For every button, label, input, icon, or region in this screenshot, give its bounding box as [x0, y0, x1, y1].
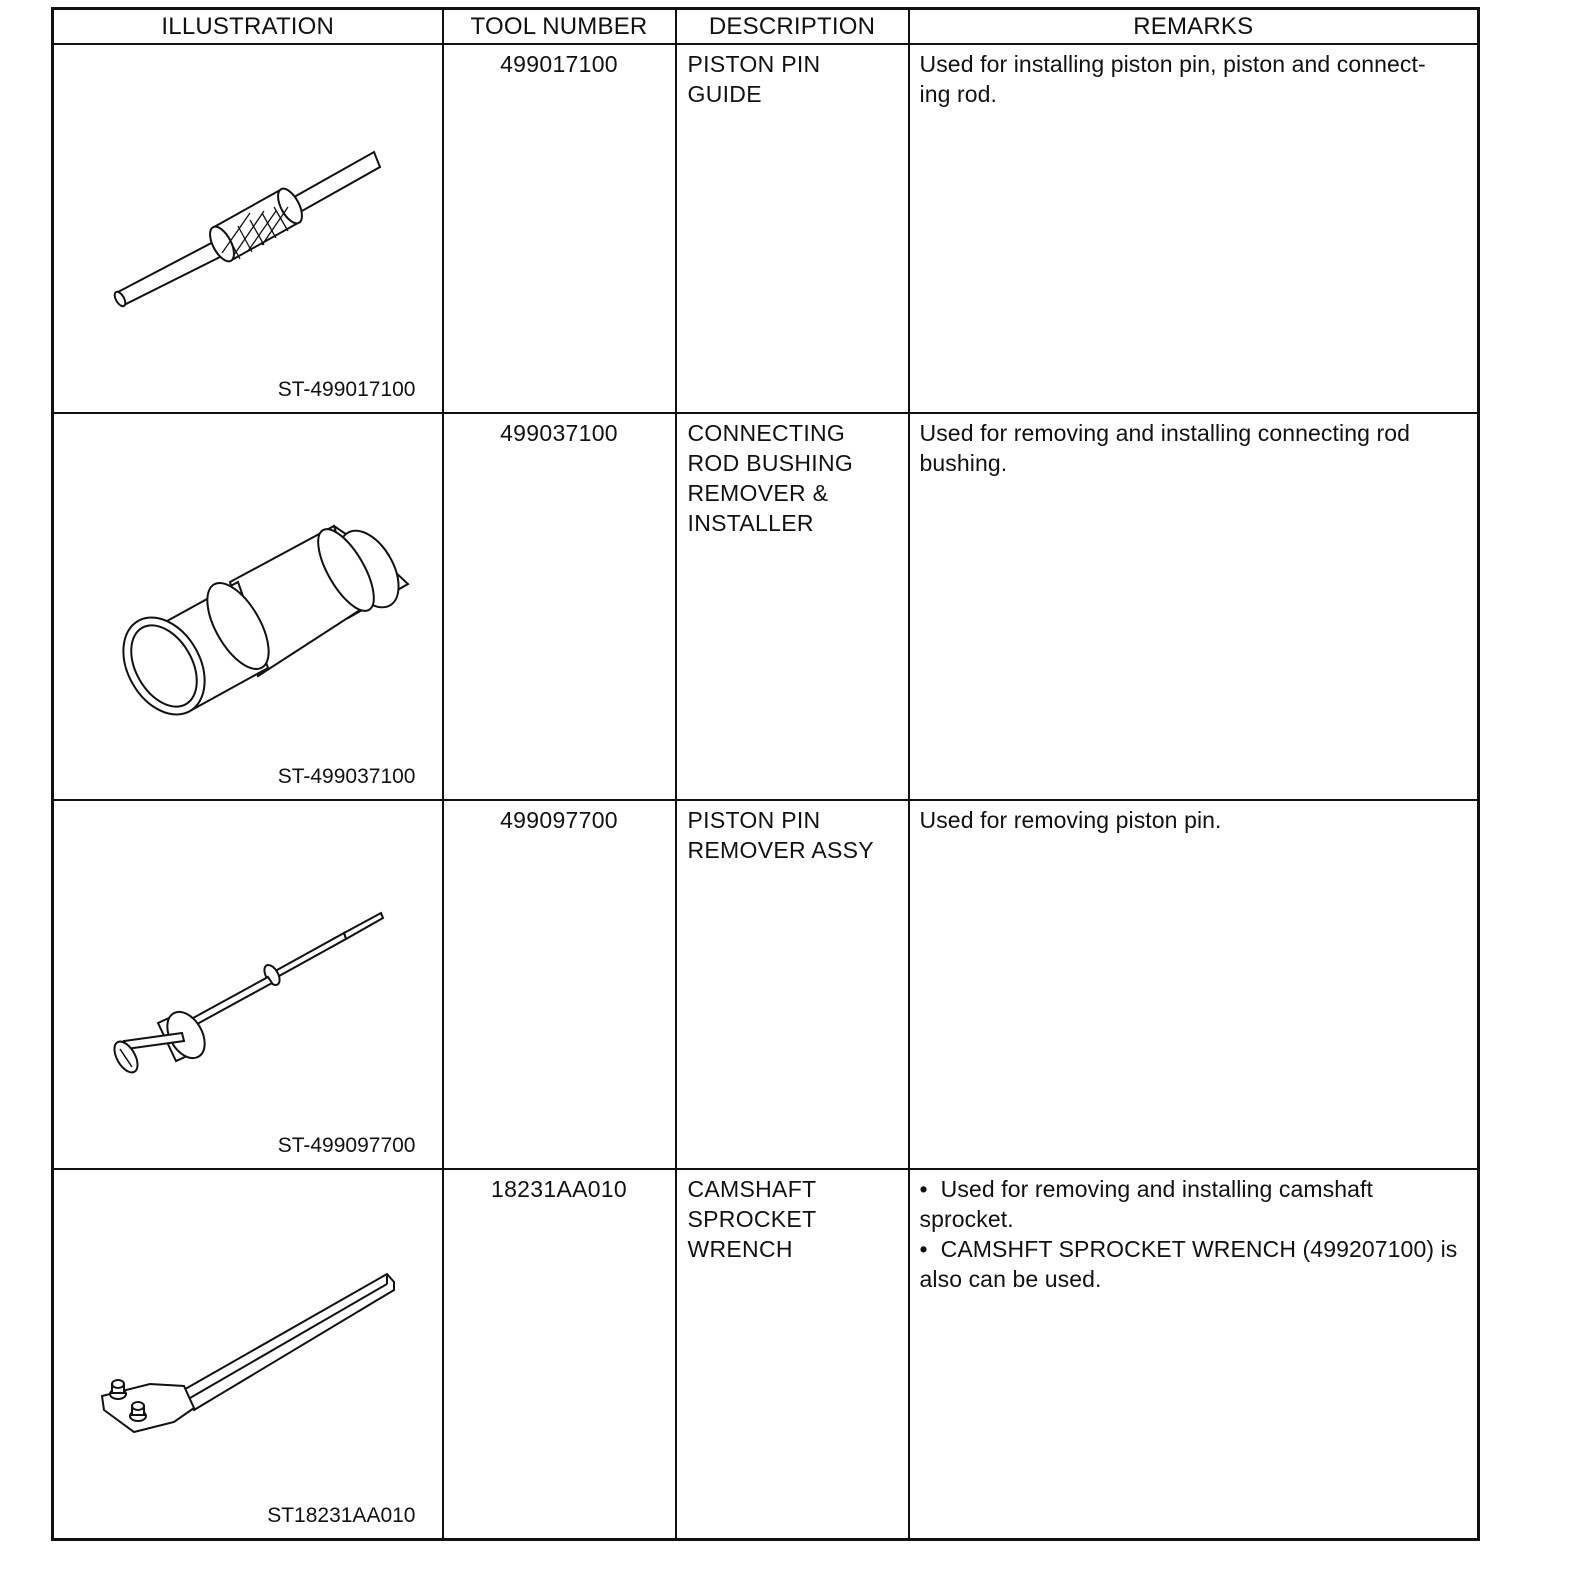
remarks	[909, 1169, 1479, 1539]
illustration-code: ST-499097700	[277, 1134, 416, 1157]
description: PISTON PIN GUIDE	[676, 44, 909, 413]
tool-number: 499037100	[443, 413, 676, 800]
table-row	[53, 44, 1479, 413]
special-tools-table	[51, 7, 1480, 1541]
camshaft-sprocket-wrench-icon	[54, 1170, 442, 1536]
piston-pin-guide-icon	[54, 45, 442, 410]
remarks	[909, 800, 1479, 1169]
illustration-code: ST18231AA010	[267, 1503, 416, 1527]
table-row	[53, 413, 1479, 800]
remarks-line: Used for installing piston pin, piston and connect-	[919, 51, 1426, 77]
remarks-line: Used for removing and installing connecting rod	[919, 420, 1411, 446]
remarks-line: bushing.	[919, 450, 1008, 476]
illustration-code: ST-499017100	[277, 378, 416, 401]
table-row	[53, 800, 1479, 1169]
remarks-bullet: • CAMSHFT SPROCKET WRENCH (499207100) is also can be used.	[920, 1234, 1464, 1294]
bushing-remover-installer-icon	[54, 414, 442, 797]
illustration-cell	[53, 44, 443, 413]
remarks-bullet-list	[920, 1174, 1464, 1294]
remarks	[909, 413, 1479, 800]
illustration-cell	[53, 413, 443, 800]
tool-number: 499097700	[443, 800, 676, 1169]
header-description: DESCRIPTION	[676, 9, 909, 45]
description: CAMSHAFT SPROCKET WRENCH	[676, 1169, 909, 1539]
header-tool-number: TOOL NUMBER	[443, 9, 676, 45]
tool-number: 499017100	[443, 44, 676, 413]
illustration-cell	[53, 1169, 443, 1539]
tool-number: 18231AA010	[443, 1169, 676, 1539]
illustration-code: ST-499037100	[277, 765, 416, 788]
table-row	[53, 1169, 1479, 1539]
illustration-cell	[53, 800, 443, 1169]
piston-pin-remover-icon	[54, 801, 442, 1166]
description: CONNECTING ROD BUSHING REMOVER & INSTALLER	[676, 413, 909, 800]
header-illustration: ILLUSTRATION	[53, 9, 443, 45]
header-remarks: REMARKS	[909, 9, 1479, 45]
remarks-bullet: • Used for removing and installing camshaft sprocket.	[920, 1174, 1464, 1234]
remarks-line: Used for removing piston pin.	[919, 807, 1222, 833]
remarks-line: ing rod.	[919, 81, 998, 107]
remarks	[909, 44, 1479, 413]
description: PISTON PIN REMOVER ASSY	[676, 800, 909, 1169]
table-header-row	[53, 9, 1479, 45]
